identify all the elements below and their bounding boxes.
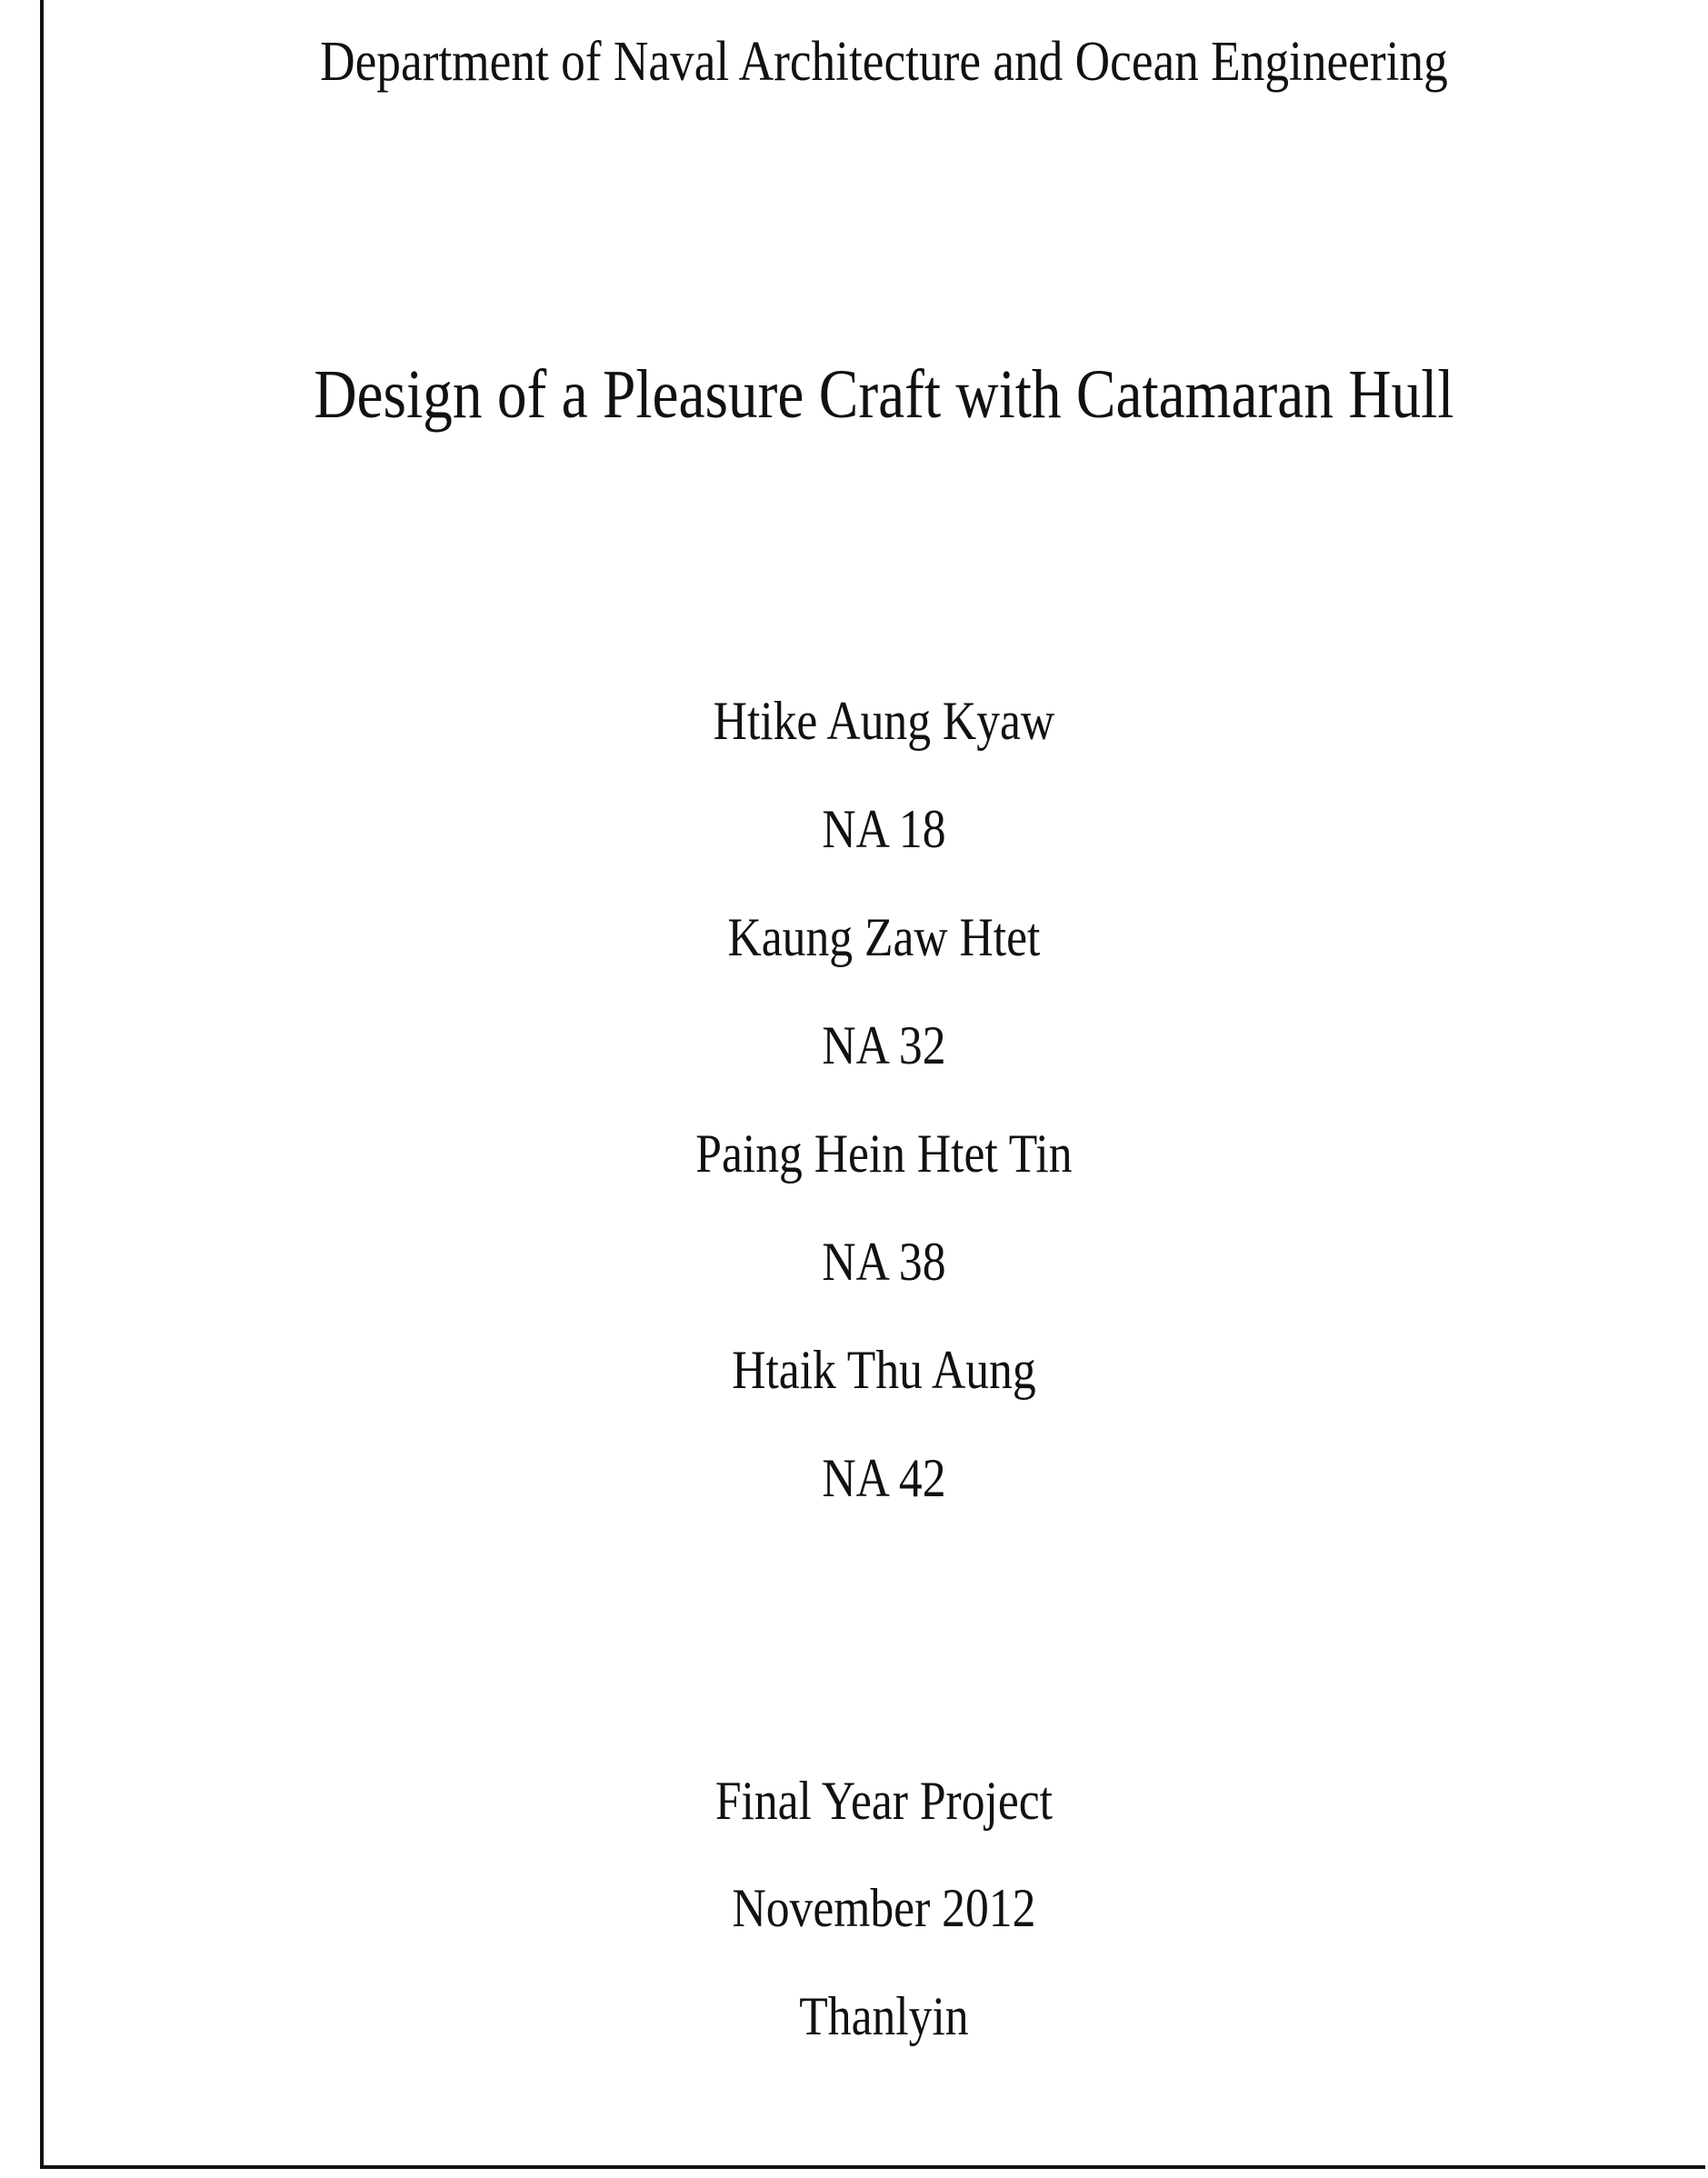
project-type: Final Year Project — [714, 1771, 1054, 1831]
document-title: Design of a Pleasure Craft with Catamaran Hull — [314, 356, 1454, 433]
department-heading: Department of Naval Architecture and Ocean Engineering — [320, 31, 1448, 93]
author-name: Paing Hein Htet Tin — [695, 1124, 1073, 1184]
author-name: Htike Aung Kyaw — [713, 691, 1055, 751]
project-date: November 2012 — [732, 1878, 1036, 1938]
author-id: NA 32 — [822, 1015, 946, 1075]
page-border — [40, 0, 1705, 2169]
author-id: NA 18 — [822, 799, 946, 859]
author-id: NA 42 — [822, 1448, 946, 1508]
author-name: Htaik Thu Aung — [732, 1340, 1036, 1400]
author-name: Kaung Zaw Htet — [727, 907, 1041, 967]
project-location: Thanlyin — [799, 1986, 969, 2046]
author-id: NA 38 — [822, 1232, 946, 1292]
